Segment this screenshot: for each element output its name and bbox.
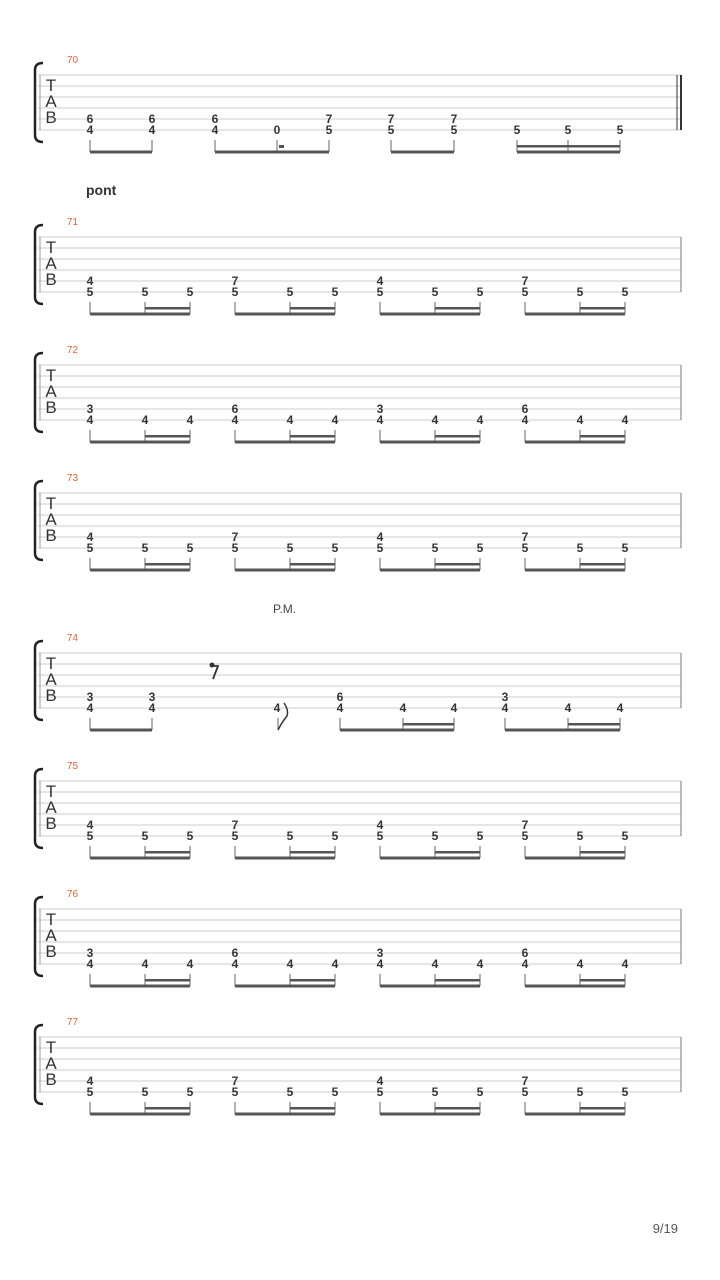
fret-number: 4 — [564, 701, 572, 715]
tab-clef-b: B — [45, 814, 57, 833]
fret-number: 5 — [387, 123, 395, 137]
beam — [90, 1113, 190, 1116]
tab-clef-b: B — [45, 270, 57, 289]
secondary-beam — [403, 723, 454, 726]
fret-number: 3 — [86, 402, 94, 416]
note-group — [87, 530, 194, 572]
fret-number: 5 — [376, 541, 384, 555]
note-group — [87, 818, 194, 860]
note-group — [377, 946, 484, 988]
fret-number: 4 — [476, 957, 484, 971]
tab-system-70 — [35, 55, 681, 154]
fret-number: 7 — [387, 112, 395, 126]
note-group — [232, 530, 339, 572]
beam — [525, 313, 625, 316]
eighth-rest — [210, 663, 219, 680]
fret-number: 4 — [621, 413, 629, 427]
fret-number: 5 — [331, 541, 339, 555]
beam — [380, 1113, 480, 1116]
fret-number: 6 — [86, 112, 94, 126]
beam — [380, 985, 480, 988]
beam — [90, 729, 152, 732]
tab-clef-b: B — [45, 108, 57, 127]
section-label: pont — [86, 182, 117, 198]
secondary-beam — [435, 1107, 480, 1110]
fret-number: 4 — [501, 701, 509, 715]
secondary-beam — [145, 1107, 190, 1110]
fret-number: 4 — [211, 123, 219, 137]
note-group — [377, 274, 484, 316]
fret-number: 5 — [521, 829, 529, 843]
fret-number: 7 — [231, 274, 239, 288]
fret-number: 5 — [621, 541, 629, 555]
beam — [235, 857, 335, 860]
fret-number: 5 — [564, 123, 572, 137]
fret-number: 4 — [86, 957, 94, 971]
fret-number: 5 — [576, 541, 584, 555]
note-group — [522, 1074, 629, 1116]
fret-number: 5 — [376, 285, 384, 299]
beam — [90, 569, 190, 572]
fret-number: 3 — [86, 946, 94, 960]
fret-number: 4 — [399, 701, 407, 715]
tab-system-72 — [35, 345, 681, 444]
fret-number: 7 — [231, 818, 239, 832]
fret-number: 4 — [576, 957, 584, 971]
beam — [380, 313, 480, 316]
secondary-beam — [580, 307, 625, 310]
beam — [90, 441, 190, 444]
secondary-beam — [145, 435, 190, 438]
fret-number: 5 — [186, 829, 194, 843]
fret-number: 6 — [521, 946, 529, 960]
fret-number: 5 — [513, 123, 521, 137]
fret-number: 5 — [231, 541, 239, 555]
tab-system-77 — [35, 1017, 681, 1116]
fret-number: 4 — [376, 530, 384, 544]
fret-number: 4 — [86, 818, 94, 832]
note-group — [502, 690, 624, 732]
note-group — [87, 274, 194, 316]
fret-number: 4 — [286, 413, 294, 427]
fret-number: 5 — [431, 1085, 439, 1099]
fret-number: 6 — [336, 690, 344, 704]
note-group — [232, 1074, 339, 1116]
fret-number: 4 — [376, 1074, 384, 1088]
fret-number: 5 — [621, 285, 629, 299]
tab-clef-t: T — [45, 1038, 57, 1057]
measure-number: 75 — [67, 761, 79, 772]
fret-number: 4 — [148, 123, 156, 137]
note-group — [87, 112, 156, 154]
beam — [380, 441, 480, 444]
tab-clef-b: B — [45, 686, 57, 705]
fret-number: 5 — [476, 541, 484, 555]
beam — [235, 441, 335, 444]
note-group — [232, 946, 339, 988]
secondary-beam — [435, 435, 480, 438]
tab-clef-a: A — [45, 382, 57, 401]
fret-number: 4 — [576, 413, 584, 427]
fret-number: 5 — [231, 829, 239, 843]
tab-system-75 — [35, 761, 681, 860]
fret-number: 5 — [286, 829, 294, 843]
fret-number: 4 — [331, 413, 339, 427]
fret-number: 5 — [231, 285, 239, 299]
note-group — [232, 402, 339, 444]
fret-number: 5 — [331, 829, 339, 843]
secondary-beam — [290, 307, 335, 310]
fret-number: 7 — [231, 1074, 239, 1088]
note-group — [377, 530, 484, 572]
fret-number: 5 — [576, 829, 584, 843]
secondary-beam — [580, 1107, 625, 1110]
fret-number: 5 — [86, 285, 94, 299]
fret-number: 4 — [476, 413, 484, 427]
fret-number: 5 — [325, 123, 333, 137]
tab-clef-t: T — [45, 238, 57, 257]
tab-clef-a: A — [45, 92, 57, 111]
beam — [525, 985, 625, 988]
page-number: 9/19 — [652, 1221, 678, 1236]
beam — [340, 729, 454, 732]
fret-number: 4 — [86, 1074, 94, 1088]
fret-number: 5 — [331, 1085, 339, 1099]
tab-clef-t: T — [45, 910, 57, 929]
secondary-beam — [290, 851, 335, 854]
fret-number: 4 — [376, 274, 384, 288]
note-group — [212, 112, 333, 154]
measure-number: 72 — [67, 345, 79, 356]
tab-clef-a: A — [45, 670, 57, 689]
beam — [235, 313, 335, 316]
fret-number: 7 — [521, 274, 529, 288]
note-group — [232, 818, 339, 860]
fret-number: 5 — [621, 1085, 629, 1099]
fret-number: 5 — [331, 285, 339, 299]
fret-number: 4 — [141, 413, 149, 427]
fret-number: 7 — [325, 112, 333, 126]
secondary-beam — [580, 979, 625, 982]
fret-number: 6 — [231, 946, 239, 960]
note-group — [522, 946, 629, 988]
note-group — [522, 818, 629, 860]
fret-number: 6 — [231, 402, 239, 416]
secondary-beam — [145, 851, 190, 854]
tab-clef-t: T — [45, 76, 57, 95]
fret-number: 5 — [476, 1085, 484, 1099]
note-group — [377, 818, 484, 860]
fret-number: 5 — [476, 285, 484, 299]
fret-number: 5 — [476, 829, 484, 843]
fret-number: 4 — [331, 957, 339, 971]
secondary-beam — [290, 1107, 335, 1110]
fret-number: 7 — [521, 1074, 529, 1088]
beam — [517, 151, 620, 154]
tab-clef-b: B — [45, 1070, 57, 1089]
flagged-note — [274, 701, 288, 730]
beam — [525, 857, 625, 860]
note-group — [514, 123, 624, 154]
note-group — [87, 402, 194, 444]
fret-number: 4 — [616, 701, 624, 715]
fret-number: 4 — [231, 413, 239, 427]
tab-clef-t: T — [45, 782, 57, 801]
tab-clef-t: T — [45, 366, 57, 385]
note-group — [377, 402, 484, 444]
fret-number: 4 — [431, 957, 439, 971]
note-group — [87, 1074, 194, 1116]
fret-number: 4 — [376, 957, 384, 971]
measure-number: 76 — [67, 889, 79, 900]
note-group — [522, 530, 629, 572]
beam — [380, 857, 480, 860]
fret-number: 6 — [521, 402, 529, 416]
fret-number: 5 — [431, 541, 439, 555]
fret-number: 5 — [186, 285, 194, 299]
secondary-beam — [580, 851, 625, 854]
fret-number: 5 — [286, 1085, 294, 1099]
fret-number: 4 — [186, 957, 194, 971]
measure-number: 70 — [67, 55, 79, 66]
secondary-beam — [568, 723, 620, 726]
fret-number: 6 — [211, 112, 219, 126]
secondary-beam — [435, 979, 480, 982]
fret-number: 4 — [141, 957, 149, 971]
fret-number: 0 — [273, 123, 281, 137]
beam — [380, 569, 480, 572]
secondary-beam — [580, 563, 625, 566]
beam — [525, 441, 625, 444]
beam — [525, 1113, 625, 1116]
fret-number: 5 — [141, 541, 149, 555]
tab-clef-a: A — [45, 1054, 57, 1073]
fret-number: 6 — [148, 112, 156, 126]
tab-clef-a: A — [45, 254, 57, 273]
fret-number: 5 — [576, 285, 584, 299]
fret-number: 4 — [148, 701, 156, 715]
tab-system-74 — [35, 633, 681, 732]
beam — [525, 569, 625, 572]
fret-number: 5 — [431, 285, 439, 299]
tab-clef-t: T — [45, 494, 57, 513]
fret-number: 3 — [148, 690, 156, 704]
fret-number: 5 — [376, 1085, 384, 1099]
fret-number: 5 — [521, 541, 529, 555]
fret-number: 4 — [621, 957, 629, 971]
fret-number: 4 — [336, 701, 344, 715]
fret-number: 5 — [616, 123, 624, 137]
fret-number: 4 — [86, 701, 94, 715]
fret-number: 4 — [431, 413, 439, 427]
beam — [90, 151, 152, 154]
fret-number: 4 — [86, 413, 94, 427]
fret-number: 5 — [286, 541, 294, 555]
fret-number: 5 — [231, 1085, 239, 1099]
dot — [279, 145, 284, 148]
fret-number: 5 — [521, 285, 529, 299]
note-group — [337, 690, 458, 732]
fret-number: 5 — [286, 285, 294, 299]
fret-number: 3 — [376, 402, 384, 416]
secondary-beam — [145, 563, 190, 566]
fret-number: 3 — [501, 690, 509, 704]
fret-number: 5 — [141, 1085, 149, 1099]
beam — [215, 151, 329, 154]
note-group — [377, 1074, 484, 1116]
note-group — [522, 274, 629, 316]
fret-number: 4 — [450, 701, 458, 715]
secondary-beam — [290, 435, 335, 438]
measure-number: 74 — [67, 633, 79, 644]
note-group — [388, 112, 458, 154]
fret-number: 4 — [273, 701, 281, 715]
rest-stroke — [212, 666, 218, 679]
fret-number: 5 — [141, 285, 149, 299]
fret-number: 4 — [376, 818, 384, 832]
note-group — [87, 690, 156, 732]
beam — [391, 151, 454, 154]
beam — [235, 569, 335, 572]
fret-number: 4 — [86, 274, 94, 288]
fret-number: 5 — [186, 1085, 194, 1099]
beam — [235, 1113, 335, 1116]
measure-number: 71 — [67, 217, 79, 228]
fret-number: 5 — [86, 1085, 94, 1099]
secondary-beam — [580, 435, 625, 438]
note-group — [232, 274, 339, 316]
secondary-beam — [517, 145, 620, 148]
tab-clef-a: A — [45, 926, 57, 945]
beam — [505, 729, 620, 732]
fret-number: 4 — [231, 957, 239, 971]
measure-number: 77 — [67, 1017, 79, 1028]
secondary-beam — [145, 979, 190, 982]
fret-number: 7 — [521, 818, 529, 832]
fret-number: 4 — [286, 957, 294, 971]
fret-number: 7 — [450, 112, 458, 126]
secondary-beam — [290, 979, 335, 982]
tab-clef-b: B — [45, 942, 57, 961]
fret-number: 4 — [86, 123, 94, 137]
fret-number: 5 — [86, 829, 94, 843]
measure-number: 73 — [67, 473, 79, 484]
tab-clef-t: T — [45, 654, 57, 673]
fret-number: 5 — [450, 123, 458, 137]
palm-mute-label: P.M. — [273, 602, 297, 616]
fret-number: 5 — [186, 541, 194, 555]
fret-number: 5 — [376, 829, 384, 843]
beam — [90, 857, 190, 860]
fret-number: 4 — [521, 957, 529, 971]
tab-system-71 — [35, 217, 681, 316]
fret-number: 5 — [576, 1085, 584, 1099]
fret-number: 3 — [86, 690, 94, 704]
beam — [90, 985, 190, 988]
fret-number: 4 — [521, 413, 529, 427]
fret-number: 4 — [86, 530, 94, 544]
fret-number: 5 — [431, 829, 439, 843]
fret-number: 7 — [231, 530, 239, 544]
tab-system-73 — [35, 473, 681, 572]
fret-number: 7 — [521, 530, 529, 544]
beam — [90, 313, 190, 316]
note-group — [522, 402, 629, 444]
fret-number: 4 — [186, 413, 194, 427]
secondary-beam — [435, 307, 480, 310]
fret-number: 3 — [376, 946, 384, 960]
fret-number: 5 — [141, 829, 149, 843]
fret-number: 5 — [621, 829, 629, 843]
fret-number: 5 — [521, 1085, 529, 1099]
secondary-beam — [145, 307, 190, 310]
secondary-beam — [435, 563, 480, 566]
beam — [235, 985, 335, 988]
note-group — [87, 946, 194, 988]
tab-clef-b: B — [45, 526, 57, 545]
fret-number: 4 — [376, 413, 384, 427]
tab-clef-b: B — [45, 398, 57, 417]
tab-system-76 — [35, 889, 681, 988]
secondary-beam — [290, 563, 335, 566]
tab-clef-a: A — [45, 510, 57, 529]
tab-clef-a: A — [45, 798, 57, 817]
fret-number: 5 — [86, 541, 94, 555]
secondary-beam — [435, 851, 480, 854]
